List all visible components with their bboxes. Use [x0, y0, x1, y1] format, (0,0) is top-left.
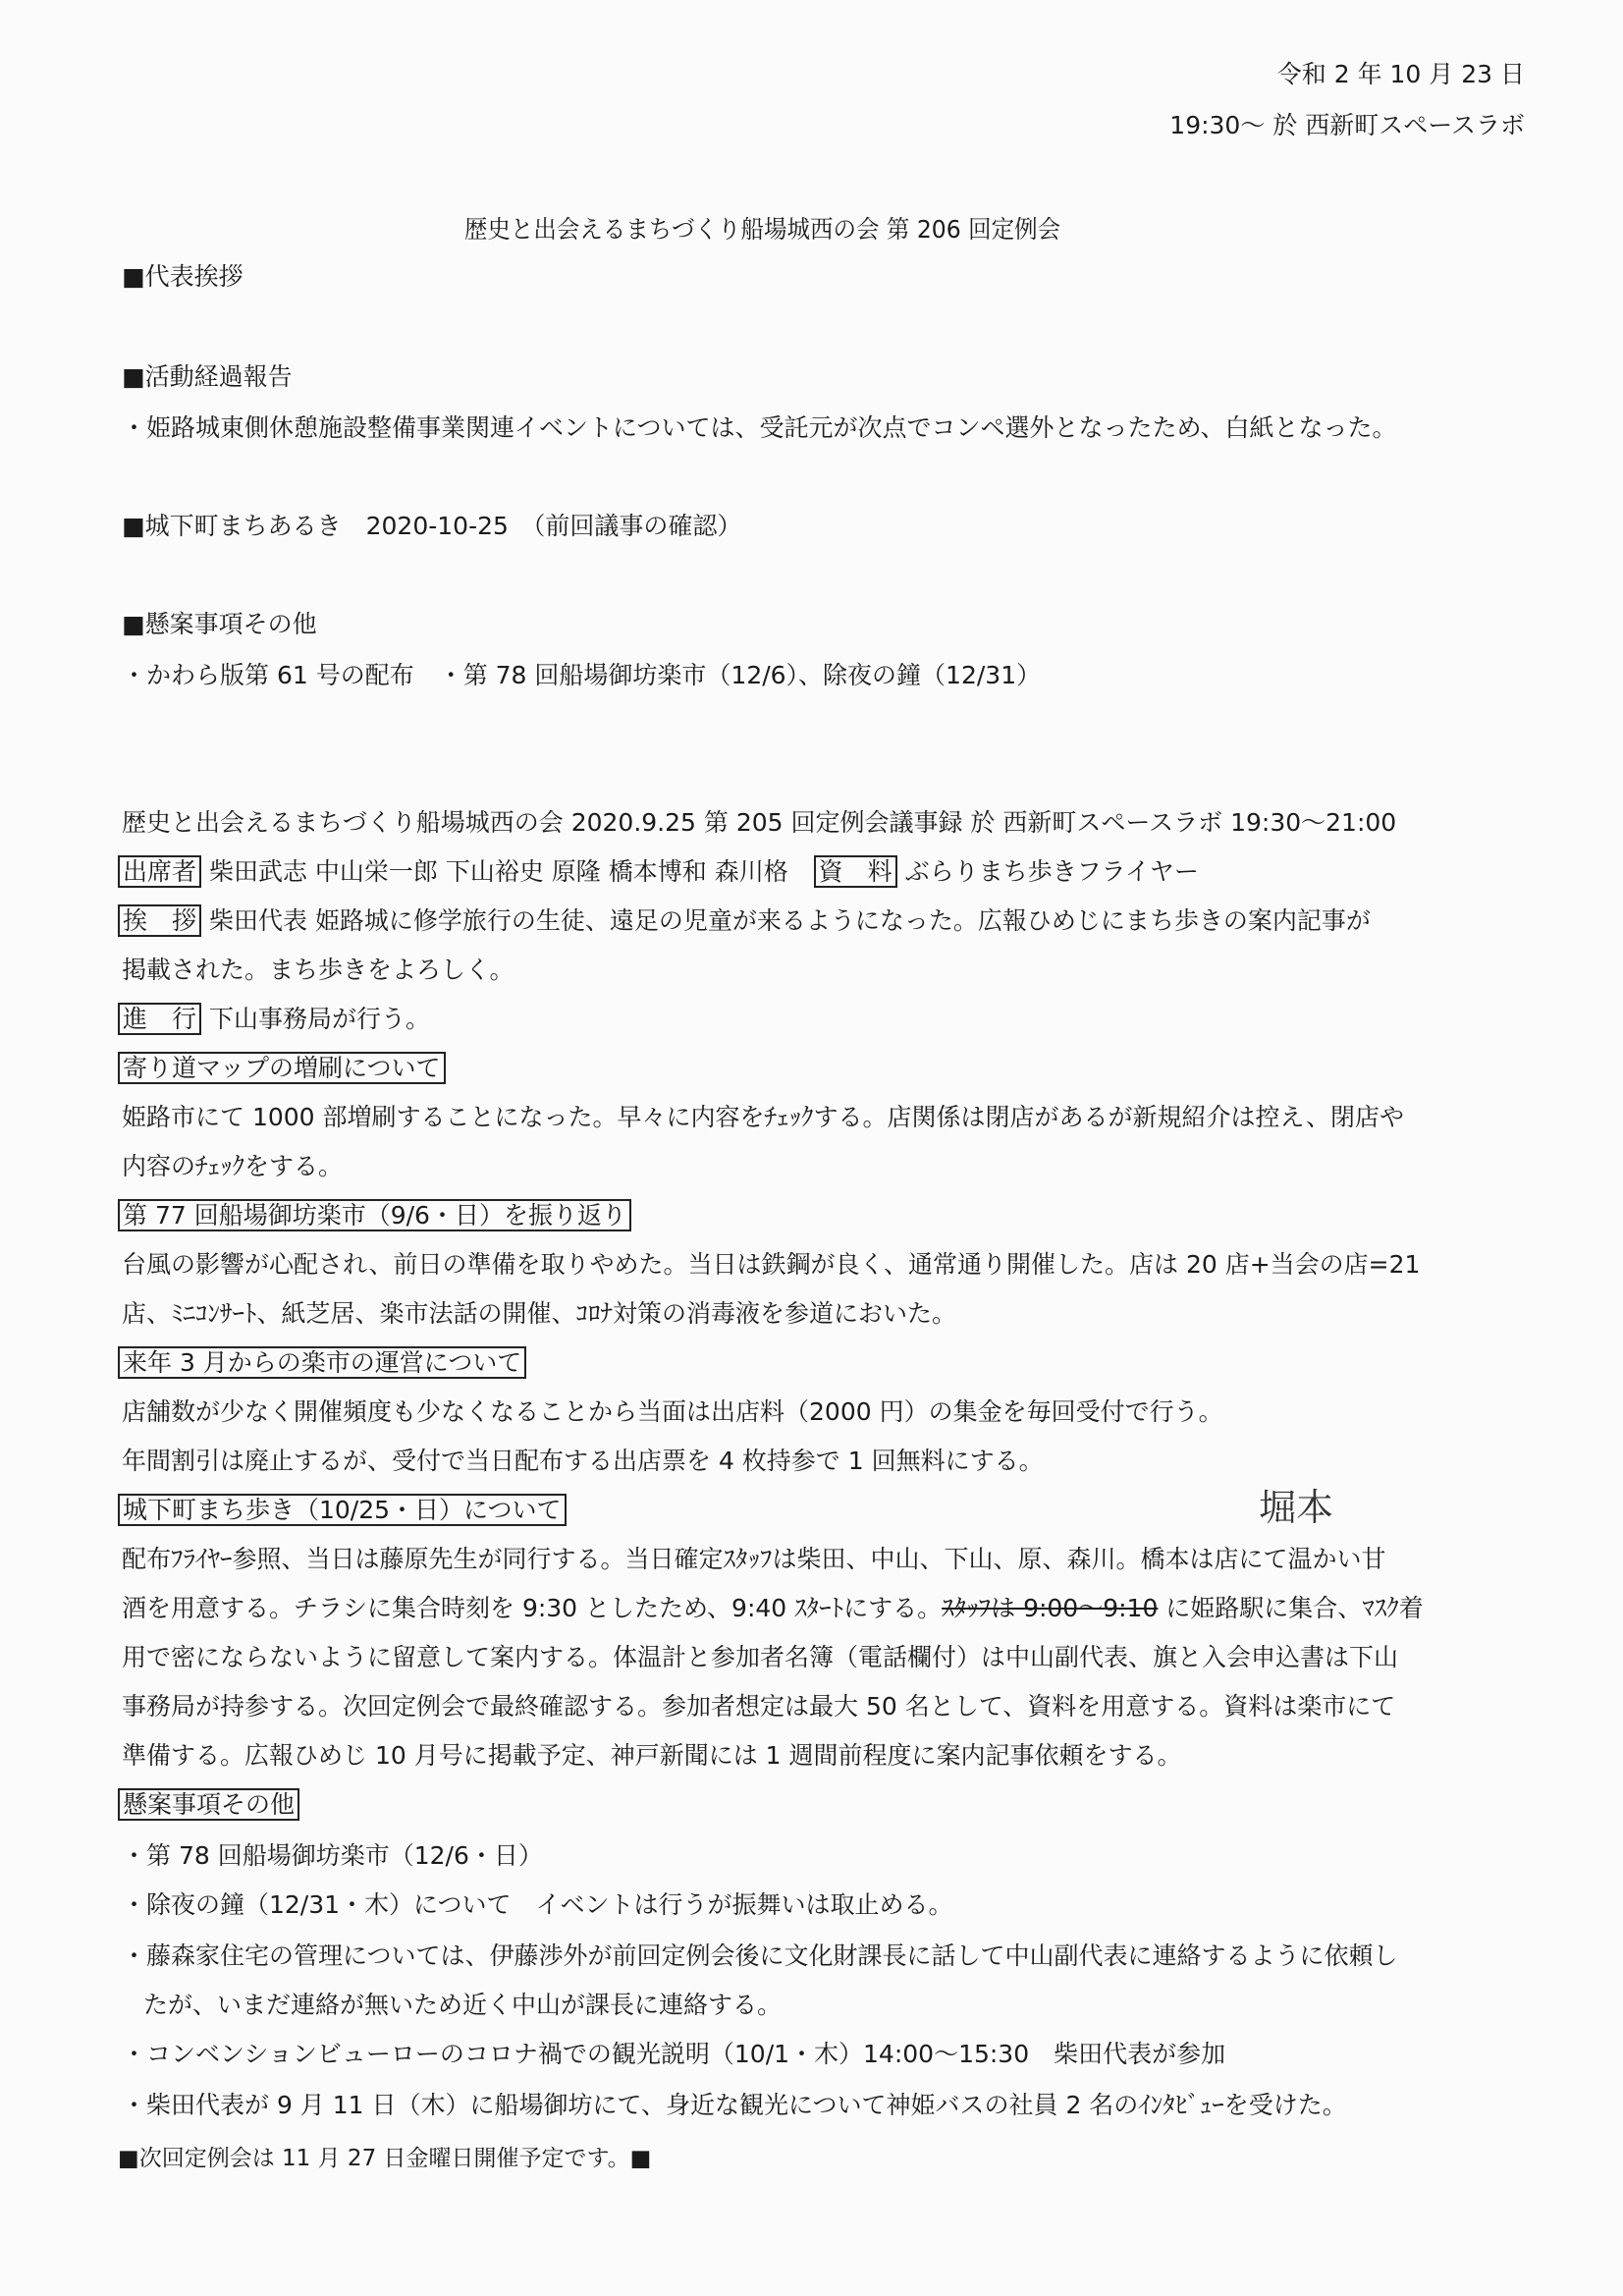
misc-item-4: ・コンベンションビューローのコロナ禍での観光説明（10/1・木）14:00～15:30 柴田代表が参加	[122, 2040, 1226, 2068]
materials-text: ぶらりまち歩きフライヤー	[904, 857, 1199, 886]
map-heading-text: 寄り道マップの増刷について	[118, 1052, 446, 1084]
walk-text-3: 用で密にならないように留意して案内する。体温計と参加者名簿（電話欄付）は中山副代表、旗と入会申込書は下山	[122, 1643, 1399, 1671]
attendees-list: 柴田武志 中山栄一郎 下山裕史 原隆 橋本博和 森川格	[208, 857, 788, 886]
ichi77-heading-text: 第 77 回船場御坊楽市（9/6・日）を振り返り	[118, 1199, 631, 1231]
greeting-label: 挨 拶	[118, 904, 201, 937]
activity-report-line: ・姫路城東側休憩施設整備事業関連イベントについては、受託元が次点でコンペ選外となったため、白紙となった。	[122, 413, 1397, 442]
section-activity-report: ■活動経過報告	[122, 362, 293, 391]
ops-text-2: 年間割引は廃止するが、受付で当日配布する出店票を 4 枚持参で 1 回無料にする。	[122, 1447, 1044, 1475]
walk-text-2c: に姫路駅に集合、ﾏｽｸ着	[1158, 1594, 1424, 1622]
walk-text-2-struck: ｽﾀｯﾌは 9:00～9:10	[942, 1594, 1159, 1622]
misc-item-1: ・第 78 回船場御坊楽市（12/6・日）	[122, 1841, 543, 1870]
handwritten-note: 堀本	[1259, 1486, 1334, 1529]
misc-item-3b: たが、いまだ連絡が無いため近く中山が課長に連絡する。	[143, 1991, 783, 2019]
walk-text-2	[122, 1593, 1424, 1624]
walk-heading-text: 城下町まち歩き（10/25・日）について	[118, 1494, 567, 1526]
minutes-title: 歴史と出会えるまちづくり船場城西の会 2020.9.25 第 205 回定例会議事録 於 西新町スペースラボ 19:30～21:00	[122, 808, 1397, 837]
progress-row	[118, 1004, 430, 1035]
greeting-row	[118, 905, 1371, 937]
ops-heading	[118, 1347, 526, 1379]
pending-line: ・かわら版第 61 号の配布 ・第 78 回船場御坊楽市（12/6）、除夜の鐘（12/31）	[122, 661, 1042, 689]
ichi77-heading	[118, 1200, 631, 1231]
ichi77-text-1: 台風の影響が心配され、前日の準備を取りやめた。当日は鉄鋼が良く、通常通り開催した。店は 20 店+当会の店=21	[122, 1250, 1421, 1279]
progress-text: 下山事務局が行う。	[208, 1005, 430, 1033]
meeting-time-place: 19:30～ 於 西新町スペースラボ	[1169, 111, 1525, 139]
meeting-date: 令和 2 年 10 月 23 日	[1276, 60, 1525, 88]
greeting-text-2: 掲載された。まち歩きをよろしく。	[122, 956, 514, 984]
walk-text-4: 事務局が持参する。次回定例会で最終確認する。参加者想定は最大 50 名として、資料を用意する。資料は楽市にて	[122, 1692, 1396, 1721]
misc-heading-text: 懸案事項その他	[118, 1788, 299, 1821]
section-pending: ■懸案事項その他	[122, 610, 317, 638]
section-greeting: ■代表挨拶	[122, 262, 243, 291]
walk-text-2a: 酒を用意する。チラシに集合時刻を 9:30 としたため、9:40 ｽﾀｰﾄにする。	[122, 1594, 943, 1622]
map-text-1: 姫路市にて 1000 部増刷することになった。早々に内容をﾁｪｯｸする。店関係は閉店があるが新規紹介は控え、閉店や	[122, 1103, 1405, 1131]
greeting-text-1: 柴田代表 姫路城に修学旅行の生徒、遠足の児童が来るようになった。広報ひめじにまち歩きの案内記事が	[208, 906, 1371, 935]
progress-label: 進 行	[118, 1003, 201, 1035]
walk-text-5: 準備する。広報ひめじ 10 月号に掲載予定、神戸新聞には 1 週間前程度に案内記事依頼をする。	[122, 1741, 1182, 1770]
walk-heading	[118, 1495, 567, 1526]
ops-text-1: 店舗数が少なく開催頻度も少なくなることから当面は出店料（2000 円）の集金を毎回受付で行う。	[122, 1397, 1223, 1426]
next-meeting: ■次回定例会は 11 月 27 日金曜日開催予定です。■	[118, 2146, 652, 2171]
agenda-title: 歴史と出会えるまちづくり船場城西の会 第 206 回定例会	[463, 215, 1061, 244]
misc-item-3a: ・藤森家住宅の管理については、伊藤渉外が前回定例会後に文化財課長に話して中山副代表に連絡するように依頼し	[122, 1941, 1398, 1970]
ops-heading-text: 来年 3 月からの楽市の運営について	[118, 1346, 526, 1379]
section-town-walk: ■城下町まちあるき 2020-10-25 （前回議事の確認）	[122, 512, 742, 540]
misc-item-2: ・除夜の鐘（12/31・木）について イベントは行うが振舞いは取止める。	[122, 1890, 953, 1919]
misc-item-5: ・柴田代表が 9 月 11 日（木）に船場御坊にて、身近な観光について神姫バスの社員 2 名のｲﾝﾀﾋﾞｭｰを受けた。	[122, 2091, 1347, 2119]
misc-heading	[118, 1789, 299, 1821]
walk-text-1: 配布ﾌﾗｲﾔｰ参照、当日は藤原先生が同行する。当日確定ｽﾀｯﾌは柴田、中山、下山、原、森川。橋本は店にて温かい甘	[122, 1545, 1386, 1573]
map-text-2: 内容のﾁｪｯｸをする。	[122, 1152, 344, 1180]
attendees-label: 出席者	[118, 855, 201, 888]
map-heading	[118, 1053, 446, 1084]
attendees-row	[118, 856, 1199, 888]
materials-label: 資 料	[814, 855, 897, 888]
ichi77-text-2: 店、ﾐﾆｺﾝｻｰﾄ、紙芝居、楽市法話の開催、ｺﾛﾅ対策の消毒液を参道においた。	[122, 1299, 957, 1328]
